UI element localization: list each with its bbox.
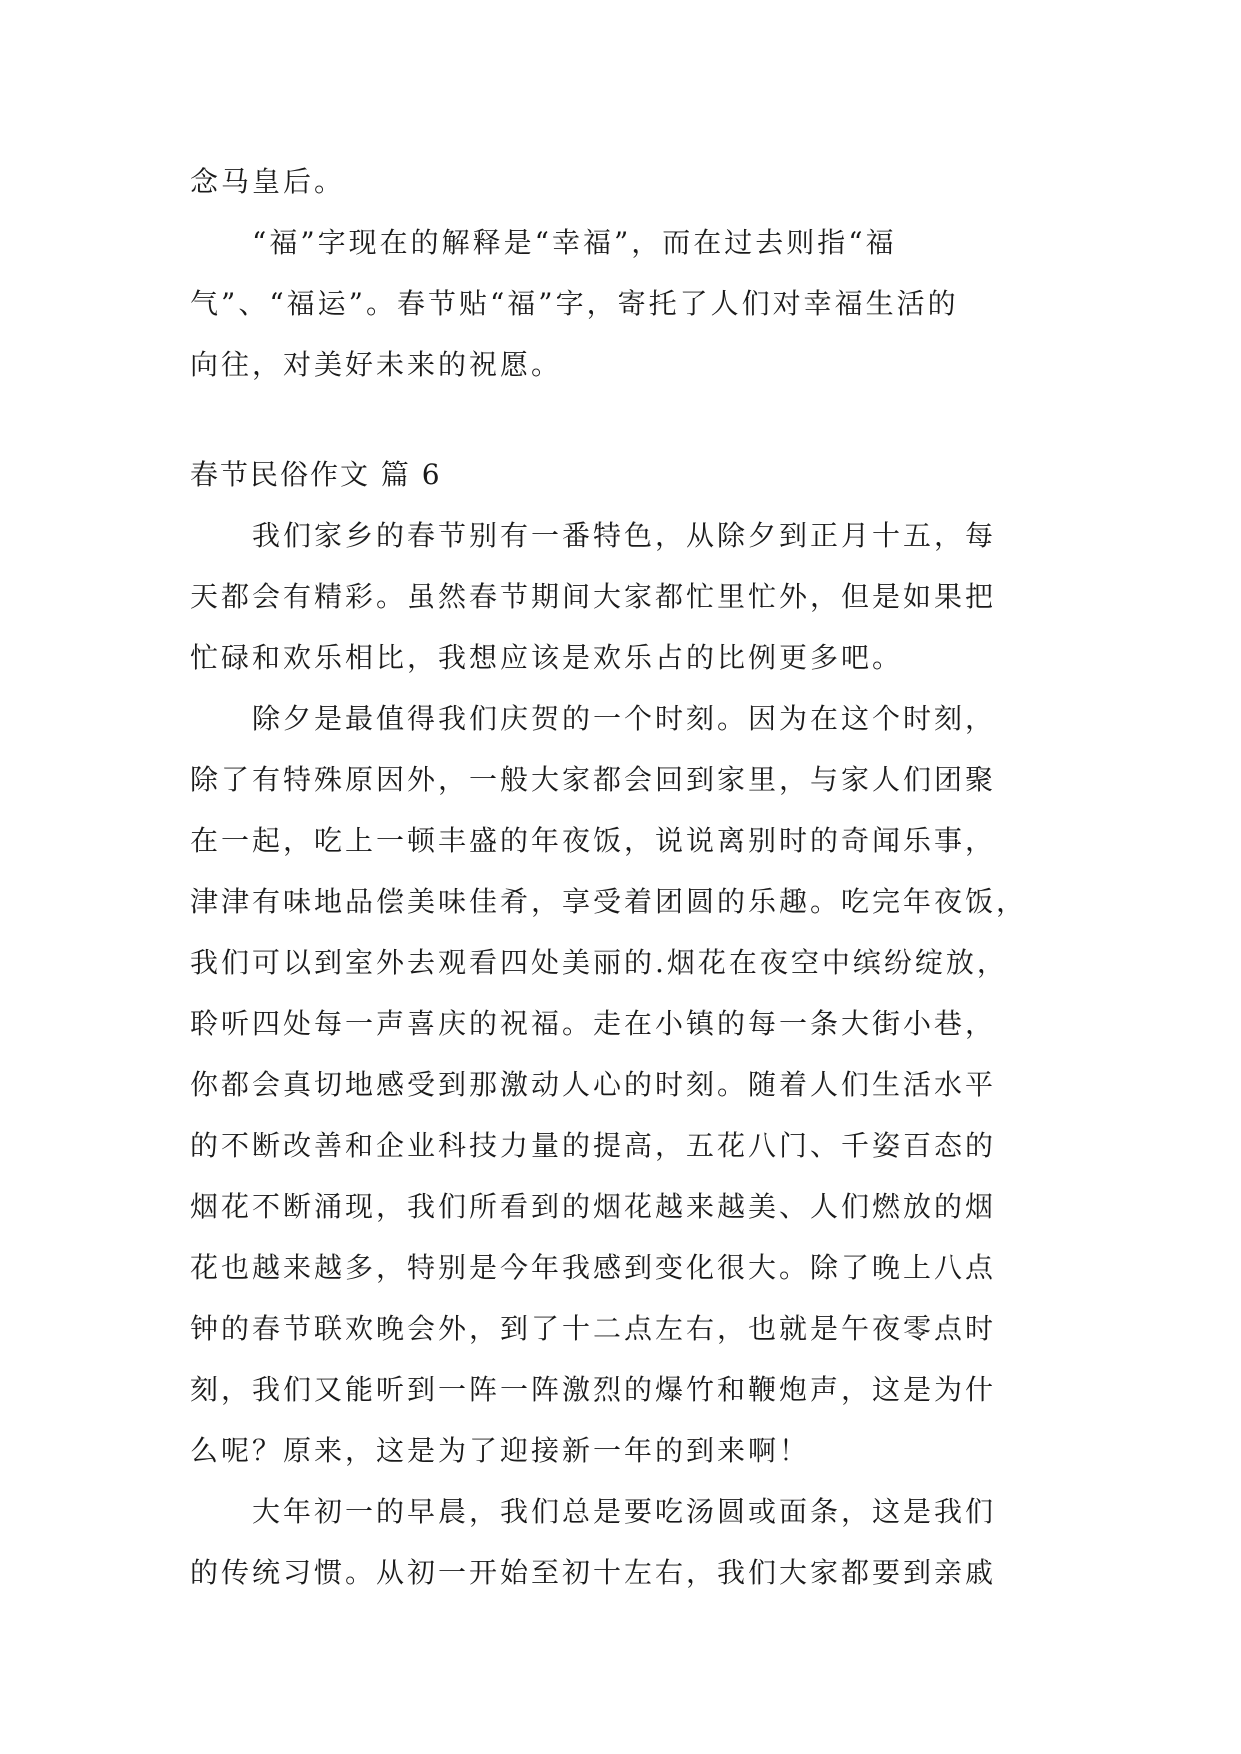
text-line: 花也越来越多，特别是今年我感到变化很大。除了晚上八点: [190, 1251, 997, 1284]
text-line: 钟的春节联欢晚会外，到了十二点左右，也就是午夜零点时: [190, 1312, 997, 1345]
text-line: 向往，对美好未来的祝愿。: [190, 348, 563, 381]
text-line: 忙碌和欢乐相比，我想应该是欢乐占的比例更多吧。: [190, 641, 904, 674]
text-line: 烟花不断涌现，我们所看到的烟花越来越美、人们燃放的烟: [190, 1190, 997, 1223]
text-line: 我们家乡的春节别有一番特色，从除夕到正月十五，每: [252, 519, 997, 552]
text-line: 的不断改善和企业科技力量的提高，五花八门、千姿百态的: [190, 1129, 997, 1162]
text-line: “福”字现在的解释是“幸福”，而在过去则指“福: [252, 226, 897, 259]
text-line: 除夕是最值得我们庆贺的一个时刻。因为在这个时刻，: [252, 702, 997, 735]
text-line: 天都会有精彩。虽然春节期间大家都忙里忙外，但是如果把: [190, 580, 997, 613]
text-line: 聆听四处每一声喜庆的祝福。走在小镇的每一条大街小巷，: [190, 1007, 997, 1040]
text-line: 大年初一的早晨，我们总是要吃汤圆或面条，这是我们: [252, 1495, 997, 1528]
text-line: 除了有特殊原因外，一般大家都会回到家里，与家人们团聚: [190, 763, 997, 796]
text-line: 津津有味地品偿美味佳肴，享受着团圆的乐趣。吃完年夜饭，: [190, 885, 1028, 918]
text-line: 么呢？原来，这是为了迎接新一年的到来啊！: [190, 1434, 811, 1467]
text-line: 你都会真切地感受到那激动人心的时刻。随着人们生活水平: [190, 1068, 997, 1101]
text-line: 在一起，吃上一顿丰盛的年夜饭，说说离别时的奇闻乐事，: [190, 824, 997, 857]
text-line: 气”、“福运”。春节贴“福”字，寄托了人们对幸福生活的: [190, 287, 959, 320]
text-line: 刻，我们又能听到一阵一阵激烈的爆竹和鞭炮声，这是为什: [190, 1373, 997, 1406]
text-line: 我们可以到室外去观看四处美丽的.烟花在夜空中缤纷绽放，: [190, 946, 1008, 979]
text-line: 的传统习惯。从初一开始至初十左右，我们大家都要到亲戚: [190, 1556, 997, 1589]
section-heading: 春节民俗作文 篇 6: [190, 458, 442, 491]
text-line: 念马皇后。: [190, 165, 346, 198]
